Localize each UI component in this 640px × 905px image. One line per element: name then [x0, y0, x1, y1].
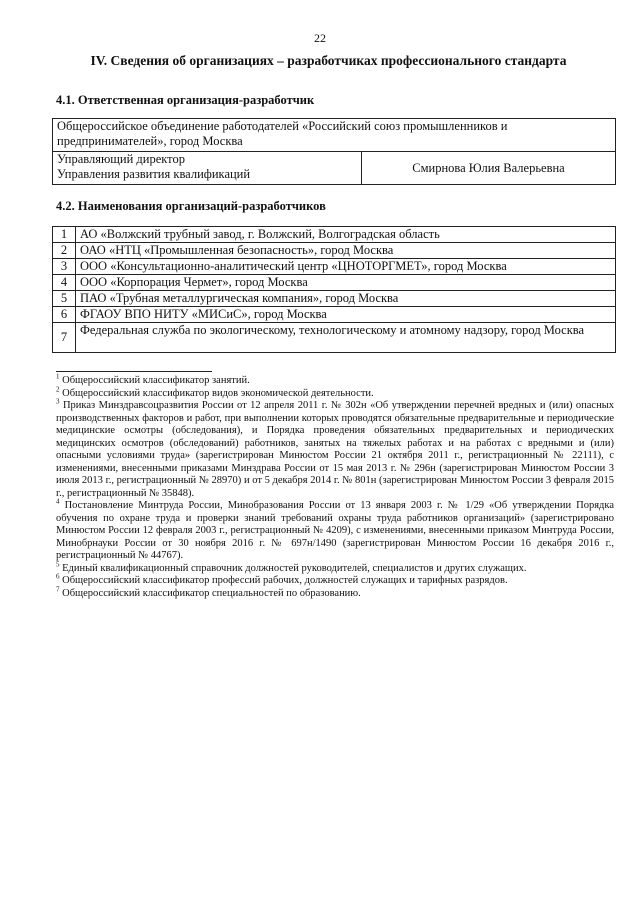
- footnote-text: Приказ Минздравсоцразвития России от 12 апреля 2011 г. № 302н «Об утверждении перечней вредных и (или) опасных производственных факторов и работ, при выполнении которых проводятся обязательные предварительные и периодические медицинские осмотры (обследования), и Порядка проведения обязательных предварительных и периодических медицинских осмотров (обследований) работников, занятых на тяжелых работах и на работах с вредными и (или) опасными условиями труда» (зарегистрирован Минюстом России 21 октября 2011 г., регистрационный № 22111), с изменениями, внесенными приказами Минздрава России от 15 мая 2013 г. № 296н (зарегистрирован Минюстом России 3 июля 2013 г., регистрационный № 28970) и от 5 декабря 2014 г. № 801н (зарегистрирован Минюстом России 3 февраля 2015 г., регистрационный № 35848).: [56, 400, 615, 499]
- footnote: [56, 585, 614, 601]
- org-name: ФГАОУ ВПО НИТУ «МИСиС», город Москва: [76, 307, 616, 323]
- position-line-2: Управления развития квалификаций: [57, 166, 251, 181]
- row-number: 7: [53, 323, 76, 353]
- org-name: ООО «Корпорация Чермет», город Москва: [76, 275, 616, 291]
- footnote-marker: 3: [56, 397, 60, 406]
- footnote-text: Общероссийский классификатор видов экономической деятельности.: [62, 387, 374, 399]
- director-name-cell: Смирнова Юлия Валерьевна: [362, 152, 616, 185]
- footnote: [56, 397, 615, 500]
- footnote-text: Общероссийский классификатор занятий.: [62, 375, 250, 386]
- footnote-marker: 7: [56, 585, 60, 593]
- row-number: 5: [53, 291, 76, 307]
- subsection-title-developers: 4.2. Наименования организаций-разработчиков: [56, 199, 326, 213]
- row-number: 1: [53, 227, 76, 243]
- footnote-text: Общероссийский классификатор профессий рабочих, должностей служащих и тарифных разрядов.: [62, 575, 508, 586]
- position-line-1: Управляющий директор: [57, 152, 185, 166]
- row-number: 6: [53, 307, 76, 323]
- row-number: 2: [53, 243, 76, 259]
- footnote-text: Общероссийский классификатор специальностей по образованию.: [62, 587, 361, 599]
- footnote-text: Постановление Минтруда России, Минобразования России от 13 января 2003 г. № 1/29 «Об утверждении Порядка обучения по охране труда и проверки знаний требований охраны труда работников организаций» (зарегистрировано Минюстом России 12 февраля 2003 г., регистрационный № 4209), с изменениями, внесенными приказом Минтруда России, Минобрнауки России от 30 ноября 2016 г. № 697н/1490 (зарегистрирован Минюстом России 16 декабря 2016 г., регистрационный № 44767).: [56, 500, 614, 561]
- footnote-marker: 2: [56, 385, 60, 393]
- org-name: ПАО «Трубная металлургическая компания», город Москва: [76, 291, 616, 307]
- page-number: 22: [314, 31, 326, 45]
- footnote-divider: [56, 371, 212, 372]
- footnote: [56, 560, 614, 576]
- footnote-text: Единый квалификационный справочник должностей руководителей, специалистов и других служащих.: [62, 562, 527, 574]
- responsible-org-table: [52, 118, 616, 185]
- table-row: [53, 323, 616, 353]
- table-row: [53, 307, 616, 323]
- org-name: ОАО «НТЦ «Промышленная безопасность», город Москва: [76, 243, 616, 259]
- footnote-marker: 6: [56, 572, 60, 581]
- developer-orgs-table: [52, 226, 616, 353]
- footnote: [56, 372, 614, 388]
- table-row: [53, 227, 616, 243]
- footnote-marker: 4: [56, 497, 60, 506]
- org-name: ООО «Консультационно-аналитический центр «ЦНОТОРГМЕТ», город Москва: [76, 259, 616, 275]
- table-row: [53, 291, 616, 307]
- table-row: [53, 119, 616, 152]
- row-number: 4: [53, 275, 76, 291]
- footnote-marker: 5: [56, 560, 60, 568]
- footnote-marker: 1: [56, 372, 60, 381]
- footnotes: [56, 372, 615, 600]
- table-row: [53, 259, 616, 275]
- table-row: [53, 152, 616, 185]
- org-name: АО «Волжский трубный завод, г. Волжский, Волгоградская область: [76, 227, 616, 243]
- footnote: [56, 497, 614, 563]
- position-cell: [53, 152, 362, 185]
- row-number: 3: [53, 259, 76, 275]
- subsection-title-responsible: 4.1. Ответственная организация-разработчик: [56, 93, 315, 107]
- footnote: [56, 572, 614, 588]
- table-row: [53, 243, 616, 259]
- org-name-cell: Общероссийское объединение работодателей «Российский союз промышленников и предпринимателей», город Москва: [53, 119, 616, 152]
- table-row: [53, 275, 616, 291]
- section-heading: IV. Сведения об организациях – разработчиках профессионального стандарта: [90, 53, 567, 68]
- footnote: [56, 385, 614, 401]
- org-name: Федеральная служба по экологическому, технологическому и атомному надзору, город Москва: [76, 323, 616, 353]
